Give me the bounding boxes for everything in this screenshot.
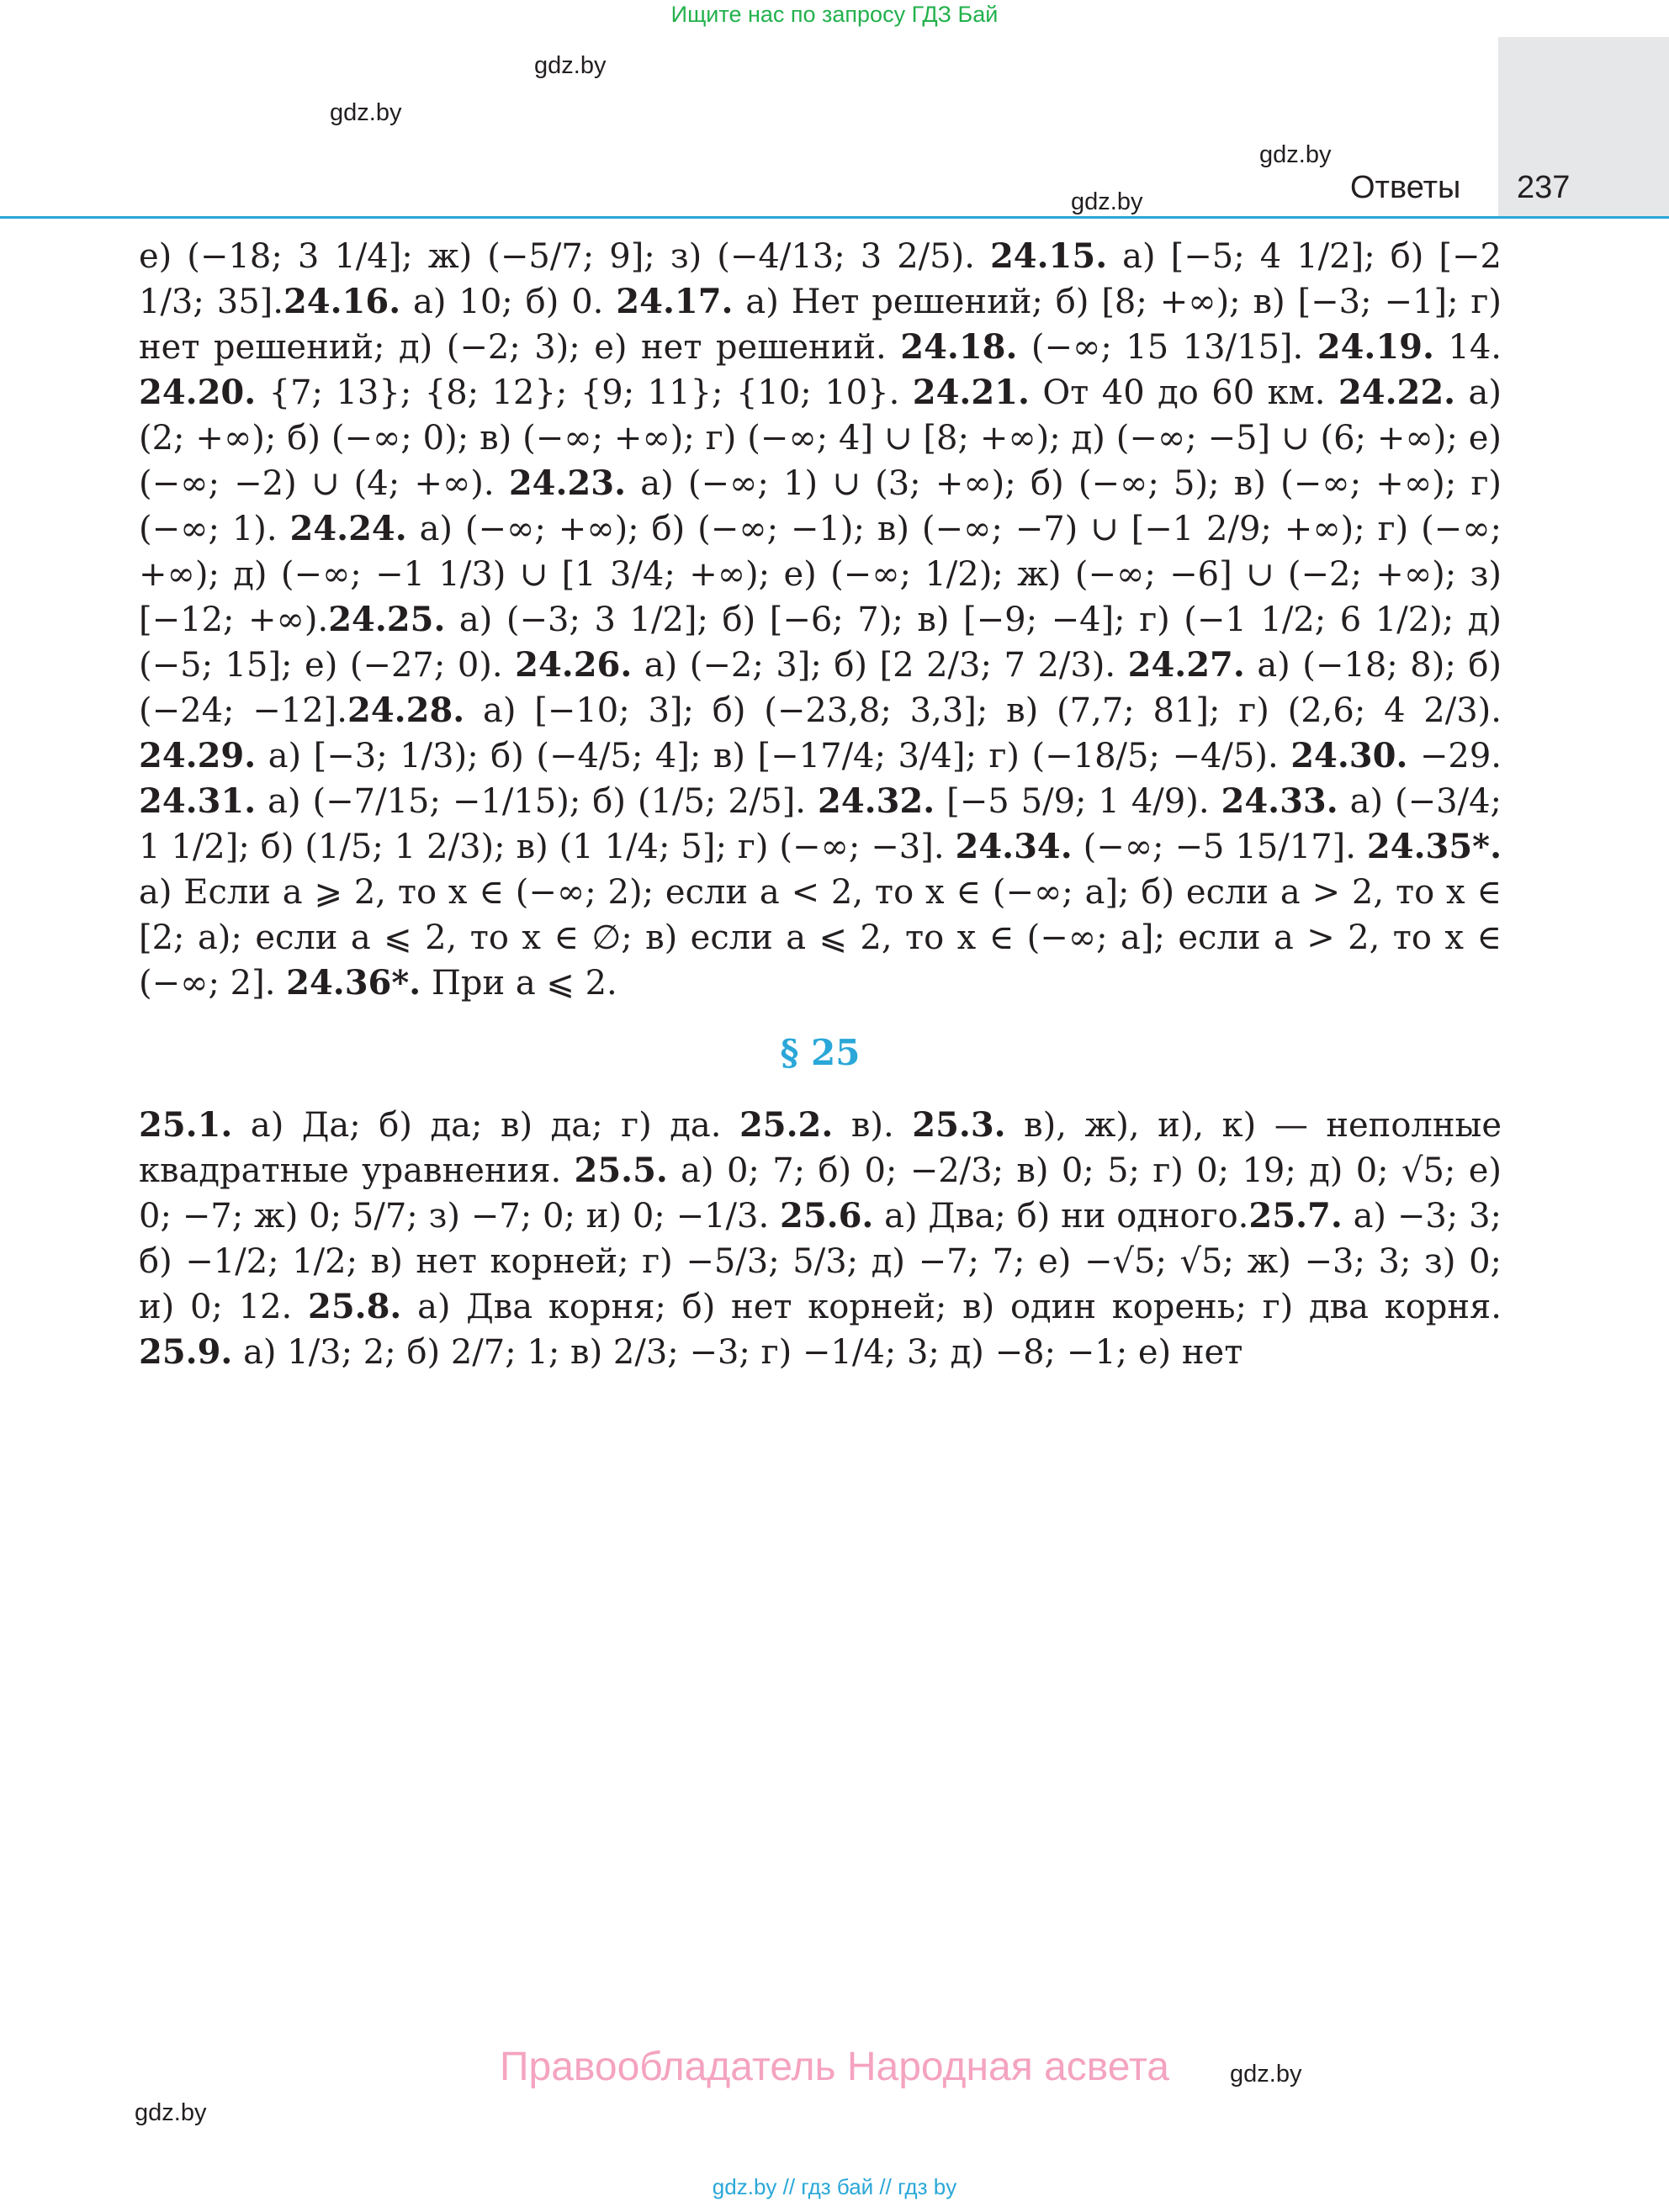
header-title: Ответы <box>1350 170 1461 205</box>
answer-text: а) [−3; 1/3); б) (−4/5; 4]; в) [−17/4; 3/4]; г) (−18/5; −4/5). <box>256 737 1291 775</box>
answer-text: в). <box>833 1105 913 1145</box>
answer-number: 24.15. <box>989 236 1108 276</box>
watermark: gdz.by <box>135 2099 207 2126</box>
answer-number: 24.31. <box>139 781 257 821</box>
answer-text: е) (−18; 3 1/4]; ж) (−5/7; 9]; з) (−4/13; 3 2/5). <box>139 237 990 276</box>
answer-number: 24.30. <box>1290 736 1408 775</box>
answer-text: (−∞; 15 13/15]. <box>1017 328 1317 367</box>
top-banner: Ищите нас по запросу ГДЗ Бай <box>670 2 999 27</box>
answer-text: а) (−3/4; 1 1/2]; б) (1/5; 1 2/3); в) (1 1/4; 5]; г) (−∞; −3]. <box>139 782 1502 866</box>
answer-number: 24.18. <box>900 327 1018 367</box>
answer-number: 24.34. <box>955 827 1073 866</box>
answer-number: 24.26. <box>515 645 633 685</box>
answer-number: 24.17. <box>616 282 734 321</box>
answer-number: 25.1. <box>139 1104 233 1145</box>
answer-text: а) (−∞; +∞); б) (−∞; −1); в) (−∞; −7) ∪ [−1 2/9; +∞); г) (−∞; +∞); д) (−∞; −1 1/3) ∪ [1 3/4; +∞); е) (−∞; 1/2); ж) (−∞; −6] ∪ (−2; +∞); з) [−12; +∞). <box>139 510 1502 639</box>
answer-text: а) (−18; 8); б) (−24; −12]. <box>139 646 1502 730</box>
answer-number: 24.28. <box>347 691 465 730</box>
page-number: 237 <box>1517 170 1571 205</box>
answer-text: а) 0; 7; б) 0; −2/3; в) 0; 5; г) 0; 19; д) 0; √5; е) 0; −7; ж) 0; 5/7; з) −7; 0; и) 0; −1/3. <box>139 1151 1502 1236</box>
watermark: gdz.by <box>1230 2061 1302 2088</box>
answer-text: а) [−5; 4 1/2]; б) [−2 1/3; 35]. <box>139 237 1502 321</box>
answer-text: а) Да; б) да; в) да; г) да. <box>232 1105 739 1145</box>
watermark: gdz.by <box>330 99 402 126</box>
answer-text: а) (2; +∞); б) (−∞; 0); в) (−∞; +∞); г) (−∞; 4] ∪ [8; +∞); д) (−∞; −5] ∪ (6; +∞); е) (−∞; −2) ∪ (4; +∞). <box>139 373 1502 503</box>
answers-block-24 <box>139 234 1502 1006</box>
answer-text: а) Нет решений; б) [8; +∞); в) [−3; −1]; г) нет решений; д) (−2; 3); е) нет решений. <box>139 283 1502 367</box>
answer-text: а) (−3; 3 1/2]; б) [−6; 7); в) [−9; −4]; г) (−1 1/2; 6 1/2); д) (−5; 15]; е) (−27; 0). <box>139 601 1502 685</box>
answer-number: 25.9. <box>139 1331 233 1372</box>
answer-number: 24.16. <box>283 282 401 321</box>
answer-number: 25.5. <box>574 1150 668 1190</box>
answer-text: а) (−∞; 1) ∪ (3; +∞); б) (−∞; 5); в) (−∞; +∞); г) (−∞; 1). <box>139 464 1502 548</box>
answers-block-25 <box>139 1103 1502 1375</box>
section-title: § 25 <box>780 1032 861 1073</box>
answer-text: (−∞; −5 15/17]. <box>1072 828 1367 866</box>
answer-number: 24.35*. <box>1366 827 1502 866</box>
answer-number: 24.20. <box>139 373 257 412</box>
answer-number: 24.21. <box>912 373 1030 412</box>
answer-text: а) Два корня; б) нет корней; в) один корень; г) два корня. <box>401 1287 1502 1326</box>
answer-text: −29. <box>1407 737 1502 775</box>
answer-number: 25.8. <box>307 1286 402 1326</box>
answer-number: 24.36*. <box>286 963 421 1003</box>
answer-text: а) Если a ⩾ 2, то x ∈ (−∞; 2); если a < 2, то x ∈ (−∞; a]; б) если a > 2, то x ∈ [2; a); если a ⩽ 2, то x ∈ ∅; в) если a ⩽ 2, то x ∈ (−∞; a]; если a > 2, то x ∈ (−∞; 2]. <box>139 873 1502 1003</box>
watermark: gdz.by <box>1071 188 1143 215</box>
answers-content <box>139 234 1502 1384</box>
answer-text: а) [−10; 3]; б) (−23,8; 3,3]; в) (7,7; 81]; г) (2,6; 4 2/3). <box>464 691 1502 730</box>
answer-text: а) 10; б) 0. <box>400 283 617 321</box>
answer-number: 25.7. <box>1248 1195 1343 1236</box>
header-rule <box>0 216 1669 219</box>
answer-text: 14. <box>1433 328 1502 367</box>
answer-text: а) (−7/15; −1/15); б) (1/5; 2/5]. <box>256 782 818 821</box>
answer-number: 24.19. <box>1317 327 1434 367</box>
rights-holder: Правообладатель Народная асвета <box>500 2045 1169 2089</box>
answer-text: [−5 5/9; 1 4/9). <box>935 782 1221 821</box>
answer-number: 24.32. <box>817 781 935 821</box>
answer-number: 24.22. <box>1338 373 1456 412</box>
answer-text: а) (−2; 3]; б) [2 2/3; 7 2/3). <box>632 646 1128 685</box>
answer-number: 24.27. <box>1127 645 1245 685</box>
answer-text: а) −3; 3; б) −1/2; 1/2; в) нет корней; г) −5/3; 5/3; д) −7; 7; е) −√5; √5; ж) −3; 3; з) 0; и) 0; 12. <box>139 1196 1502 1326</box>
answer-number: 24.29. <box>139 736 257 775</box>
footer-links: gdz.by // гдз бай // гдз by <box>712 2174 957 2199</box>
answer-text: {7; 13}; {8; 12}; {9; 11}; {10; 10}. <box>256 373 913 412</box>
answer-text: а) Два; б) ни одного. <box>873 1196 1249 1236</box>
answer-text: При a ⩽ 2. <box>421 964 617 1003</box>
answer-number: 24.25. <box>328 600 446 639</box>
answer-number: 25.6. <box>779 1195 874 1236</box>
answer-number: 24.24. <box>289 509 407 548</box>
answer-text: в), ж), и), к) — неполные квадратные уравнения. <box>139 1105 1502 1190</box>
answer-number: 24.33. <box>1221 781 1338 821</box>
answer-number: 25.3. <box>912 1104 1006 1145</box>
answer-number: 24.23. <box>508 463 627 503</box>
answer-text: а) 1/3; 2; б) 2/7; 1; в) 2/3; −3; г) −1/4; 3; д) −8; −1; е) нет <box>232 1332 1243 1372</box>
answer-number: 25.2. <box>739 1104 834 1145</box>
answer-text: От 40 до 60 км. <box>1029 373 1338 412</box>
watermark: gdz.by <box>534 52 607 79</box>
watermark: gdz.by <box>1259 141 1332 168</box>
